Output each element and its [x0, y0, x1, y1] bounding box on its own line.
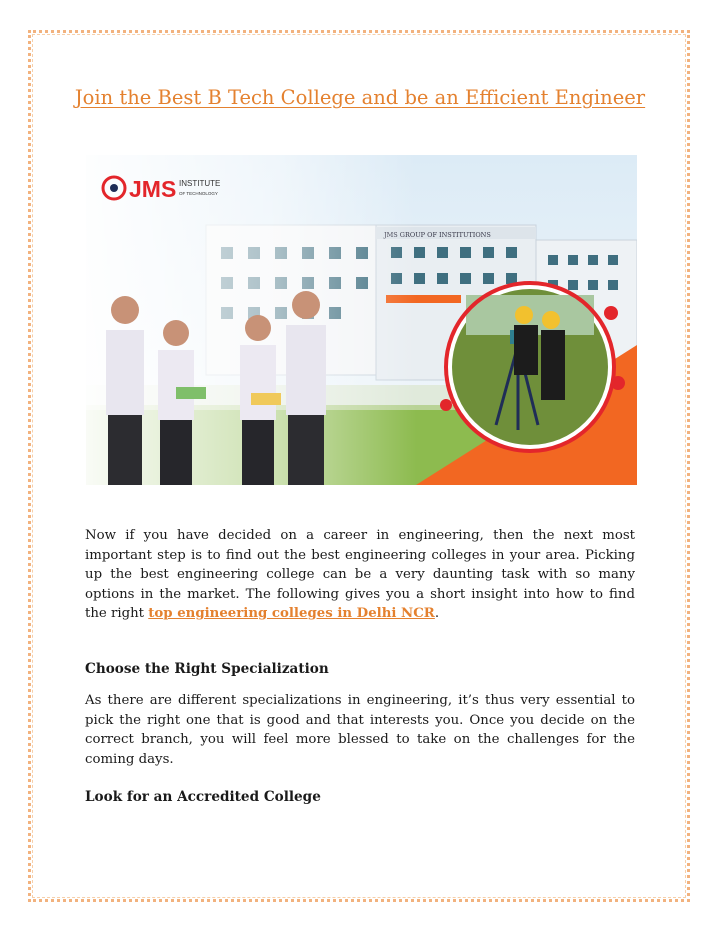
hero-image [86, 155, 637, 485]
logo-line1: INSTITUTE [179, 179, 221, 188]
intro-end: . [434, 606, 440, 621]
page-title[interactable]: Join the Best B Tech College and be an Efficient Engineer [74, 86, 646, 109]
logo-line2: OF TECHNOLOGY [179, 191, 218, 196]
heading-specialization: Choose the Right Specialization [85, 661, 329, 677]
logo-jms-text: JMS [129, 176, 177, 202]
heading-accredited: Look for an Accredited College [85, 789, 321, 805]
colleges-link[interactable]: top engineering colleges in Delhi NCR [148, 606, 435, 621]
specialization-paragraph: As there are different specializations in engineering, it’s thus very essential to pick the right one that is good and that interests you. Once you decide on the correct branch, you will feel more blessed to take on the challenges for the coming days. [85, 693, 635, 767]
intro-text: Now if you have decided on a career in engineering, then the next most important step is to find out the best engineering colleges in your area. Picking up the best engineering college can be a very daunting task with so many options in the market. The following gives you a short insight into how to find the right [85, 528, 635, 621]
intro-paragraph [85, 526, 635, 624]
